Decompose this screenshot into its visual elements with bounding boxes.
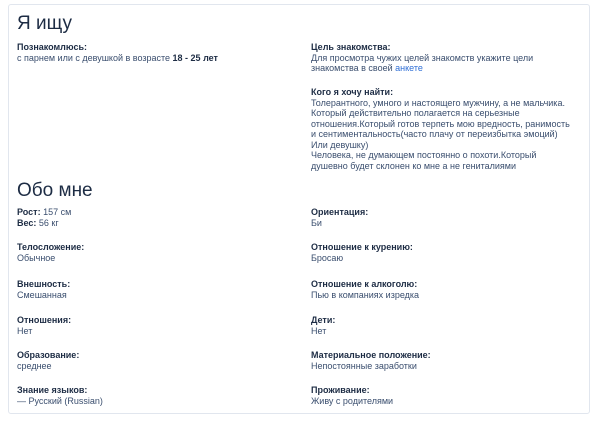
meet-value [17, 53, 287, 64]
children-label: Дети: [311, 315, 336, 325]
weight-label: Вес: [17, 217, 37, 228]
smoking-label: Отношение к курению: [311, 242, 413, 252]
height-value: 157 см [43, 207, 72, 217]
relationship-value: Нет [17, 325, 33, 336]
height-label: Рост: [17, 207, 41, 217]
orientation-value: Би [311, 217, 322, 228]
weight-value: 56 кг [38, 217, 59, 228]
children-value: Нет [311, 325, 327, 336]
build-label: Телосложение: [17, 242, 85, 252]
whom-line-2: Который действительно полагается на серьезные [311, 108, 520, 118]
smoking-value: Бросаю [311, 252, 344, 263]
living-value: Живу с родителями [311, 395, 394, 406]
goal-label: Цель знакомства: [311, 42, 391, 52]
smoking-block [311, 242, 583, 263]
meet-label: Познакомлюсь: [17, 42, 88, 52]
alcohol-value: Пью в компаниях изредка [311, 289, 420, 300]
whom-line-1: Толерантного, умного и настоящего мужчину, а не мальчика. [311, 97, 565, 108]
profile-card [8, 4, 590, 414]
appearance-value: Смешанная [17, 289, 67, 300]
languages-label: Знание языков: [17, 385, 88, 395]
goal-block [311, 42, 583, 74]
weight-row [17, 218, 287, 229]
goal-text: Для просмотра чужих целей знакомств укажите цели знакомства в своей [311, 52, 534, 73]
profile-link[interactable]: анкете [395, 63, 423, 73]
goal-value [311, 53, 583, 74]
finance-block [311, 350, 583, 371]
seeking-section-title: Я ищу [17, 13, 72, 34]
whom-line-6: Человека, не думающем постоянно о похоти.Который [311, 150, 537, 160]
alcohol-label: Отношение к алкоголю: [311, 279, 418, 289]
languages-block [17, 385, 287, 406]
appearance-label: Внешность: [17, 279, 71, 289]
height-weight-block [17, 207, 287, 228]
height-row [17, 207, 287, 218]
about-section-title: Обо мне [17, 180, 93, 201]
build-block [17, 242, 287, 263]
relationship-label: Отношения: [17, 315, 72, 325]
education-value: среднее [17, 360, 52, 371]
finance-label: Материальное положение: [311, 350, 431, 360]
relationship-block [17, 315, 287, 336]
whom-line-3: отношения.Который готов терпеть мою вредность, ранимость [311, 118, 570, 129]
build-value: Обычное [17, 252, 56, 263]
children-block [311, 315, 583, 336]
education-label: Образование: [17, 350, 80, 360]
meet-block [17, 42, 287, 63]
education-block [17, 350, 287, 371]
living-label: Проживание: [311, 385, 370, 395]
whom-label: Кого я хочу найти: [311, 87, 394, 97]
alcohol-block [311, 279, 583, 300]
living-block [311, 385, 583, 406]
meet-age-range: 18 - 25 лет [172, 52, 218, 63]
whom-line-4: и сентиментальность(часто плачу от переизбытка эмоций) [311, 129, 558, 139]
orientation-block [311, 207, 583, 228]
appearance-block [17, 279, 287, 300]
whom-line-7: душевно будет склонен ко мне а не гениталиями [311, 160, 516, 171]
languages-value: — Русский (Russian) [17, 395, 103, 406]
whom-line-5: Или девушку) [311, 139, 369, 150]
whom-block [311, 87, 583, 171]
meet-text: с парнем или с девушкой в возрасте [17, 52, 171, 63]
orientation-label: Ориентация: [311, 207, 369, 217]
finance-value: Непостоянные заработки [311, 360, 417, 371]
